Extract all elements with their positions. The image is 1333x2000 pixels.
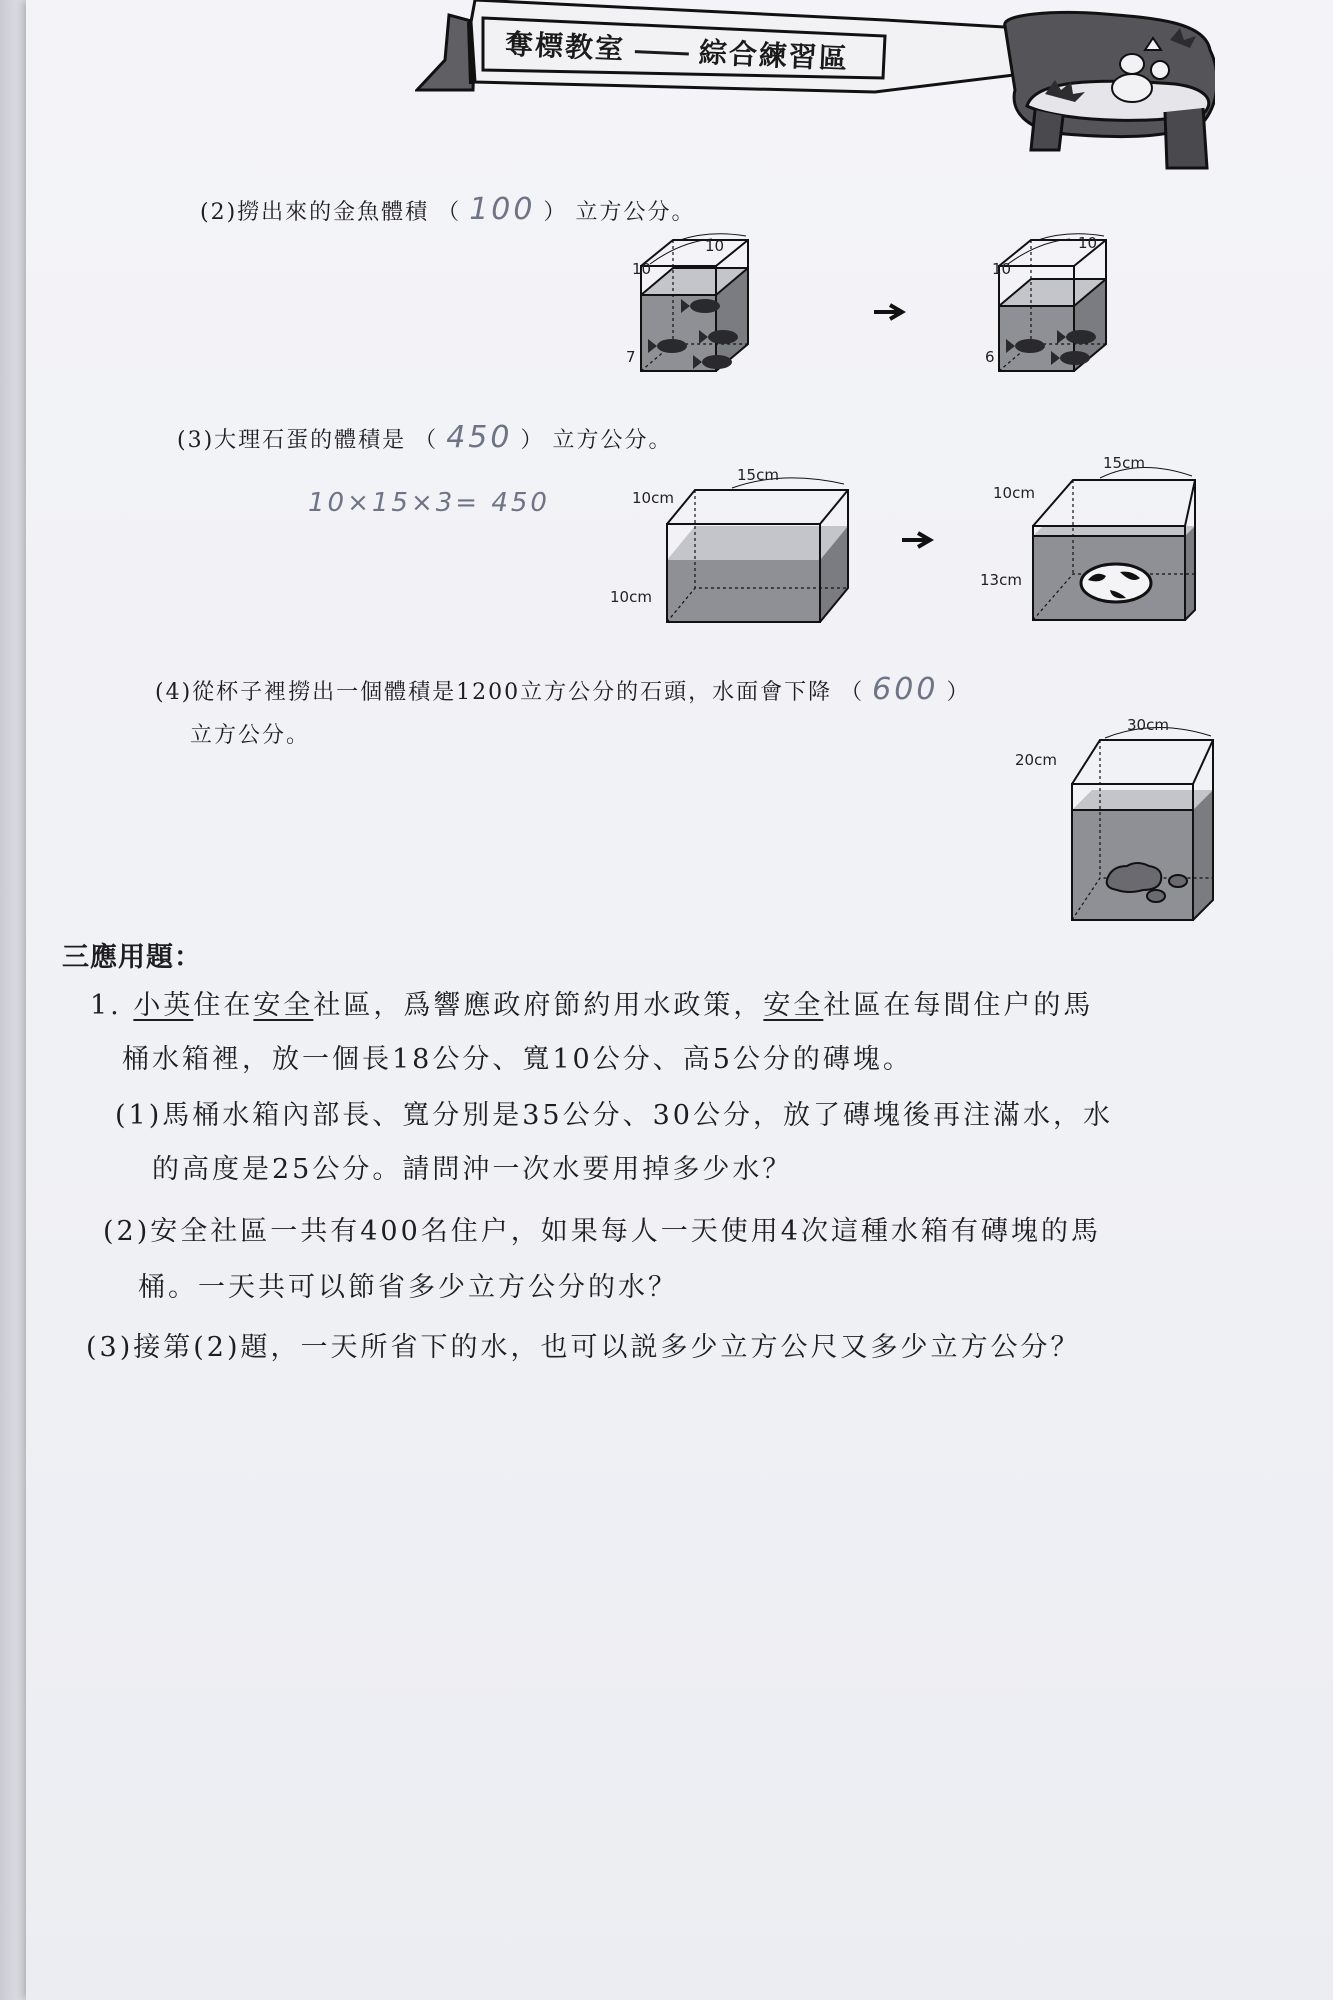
section-title: 三應用題： bbox=[62, 942, 202, 973]
community-name: 安全 bbox=[253, 990, 314, 1021]
person-name: 小英 bbox=[133, 990, 194, 1021]
stone-cup-depth: 20cm bbox=[1015, 751, 1057, 769]
question-2-unit: 立方公分。 bbox=[575, 200, 696, 225]
community-name-2: 安全 bbox=[763, 990, 824, 1021]
marble-tank-after-depth: 10cm bbox=[993, 484, 1035, 502]
problem-1-line-2: 桶水箱裡，放一個長18公分、寬10公分、高5公分的磚塊。 bbox=[122, 1044, 913, 1075]
question-3: (3)大理石蛋的體積是 （ 450 ） 立方公分。 bbox=[177, 420, 673, 455]
marble-tank-before-depth: 10cm bbox=[632, 489, 674, 507]
problem-1-text-b: 社區，爲響應政府節約用水政策， bbox=[313, 990, 764, 1021]
fish-tank-after-width: 10 bbox=[1078, 234, 1098, 252]
problem-1-text-a: 住在 bbox=[193, 990, 254, 1021]
marble-tank-before bbox=[610, 466, 842, 644]
question-3-text: (3)大理石蛋的體積是 bbox=[177, 428, 407, 453]
question-2-answer: 100 bbox=[469, 192, 536, 227]
marble-tank-before-width: 15cm bbox=[737, 466, 779, 484]
marble-tank-after bbox=[980, 454, 1210, 632]
problem-1-line-1 bbox=[90, 988, 1093, 1023]
subquestion-2-line-2: 桶。一天共可以節省多少立方公分的水？ bbox=[138, 1272, 678, 1303]
marble-tank-after-height: 13cm bbox=[980, 571, 1022, 589]
stone-cup bbox=[1015, 718, 1215, 932]
arrow-right-icon-1 bbox=[872, 302, 908, 326]
header-title-main: 奪標教室 bbox=[504, 27, 626, 66]
question-4-unit: 立方公分。 bbox=[190, 723, 311, 748]
page-edge-shadow bbox=[0, 0, 26, 2000]
question-4-text: (4)從杯子裡撈出一個體積是1200立方公分的石頭，水面會下降 bbox=[155, 680, 833, 705]
fish-tank-before bbox=[620, 238, 800, 392]
question-4-answer: 600 bbox=[872, 672, 939, 707]
question-3-unit: 立方公分。 bbox=[552, 428, 673, 453]
marble-egg-icon bbox=[1081, 564, 1151, 602]
marble-tank-after-width: 15cm bbox=[1103, 454, 1145, 472]
fish-tank-before-width: 10 bbox=[705, 237, 725, 255]
question-3-work: 10×15×3= 450 bbox=[308, 488, 550, 518]
problem-number: 1. bbox=[90, 990, 122, 1021]
fish-tank-before-height: 7 bbox=[626, 348, 636, 366]
question-4: (4)從杯子裡撈出一個體積是1200立方公分的石頭，水面會下降 （ 600 ） bbox=[155, 672, 971, 707]
subquestion-1-line-1: (1)馬桶水箱內部長、寬分別是35公分、30公分，放了磚塊後再注滿水，水 bbox=[115, 1100, 1113, 1131]
subquestion-3-line-1: (3)接第(2)題，一天所省下的水，也可以説多少立方公尺又多少立方公分？ bbox=[86, 1332, 1081, 1363]
subquestion-2-line-1: (2)安全社區一共有400名住户，如果每人一天使用4次這種水箱有磚塊的馬 bbox=[103, 1216, 1101, 1247]
question-2-text: (2)撈出來的金魚體積 bbox=[200, 200, 430, 225]
question-3-answer: 450 bbox=[446, 420, 513, 455]
arrow-right-icon-2 bbox=[900, 530, 936, 554]
problem-1-text-c: 社區在每間住户的馬 bbox=[823, 990, 1094, 1021]
fish-tank-after-height: 6 bbox=[985, 348, 995, 366]
stone-cup-width: 30cm bbox=[1127, 716, 1169, 734]
subquestion-1-line-2: 的高度是25公分。請問沖一次水要用掉多少水？ bbox=[152, 1154, 793, 1185]
fish-tank-after-depth: 10 bbox=[992, 260, 1012, 278]
fish-tank-before-depth: 10 bbox=[632, 260, 652, 278]
question-2: (2)撈出來的金魚體積 （ 100 ） 立方公分。 bbox=[200, 192, 696, 227]
header-subtitle: 綜合練習區 bbox=[698, 35, 850, 76]
marble-tank-before-height: 10cm bbox=[610, 588, 652, 606]
fish-tank-after bbox=[978, 234, 1158, 392]
